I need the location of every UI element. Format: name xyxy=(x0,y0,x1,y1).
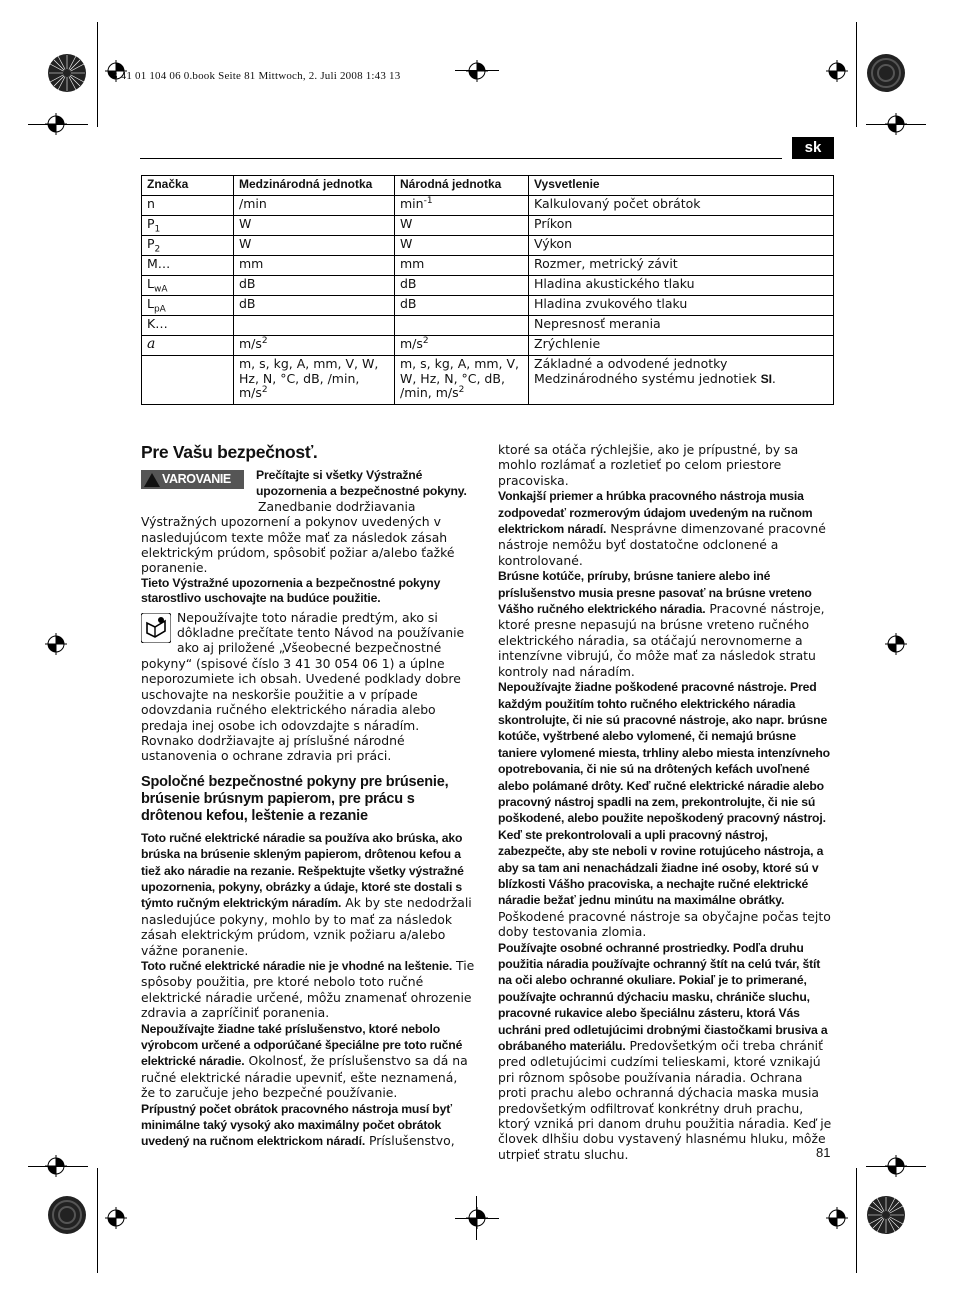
explanation-cell: Hladina zvukového tlaku xyxy=(529,296,834,316)
print-info: 3 41 01 104 06 0.book Seite 81 Mittwoch, 2. Juli 2008 1:43 13 xyxy=(112,70,401,82)
header-rule xyxy=(140,158,782,159)
paragraph xyxy=(141,958,475,1021)
national-unit-cell xyxy=(395,196,529,216)
national-unit: dB xyxy=(400,296,417,311)
paragraph-text: Príslušenstvo, xyxy=(365,1133,455,1149)
symbol-subscript: 2 xyxy=(154,244,161,255)
paragraph xyxy=(498,488,834,568)
explanation-cell: Zrýchlenie xyxy=(529,336,834,356)
manual-text: Nepoužívajte toto náradie predtým, ako si dôkladne prečítate tento Návod na používanie ako aj priložené „Všeobecné bezpečnostné pokyny“ (spisové číslo 3 41 30 054 06 1) a úplne neporozumiete ich obsah. Uvedené podklady dobre uschovajte na neskoršie použitie a v prípade odovzdania ručného elektrického náradia alebo predaja inej osobe ich odovzdajte s náradím. xyxy=(141,609,465,733)
national-unit-cell xyxy=(395,336,529,356)
explanation-cell: Príkon xyxy=(529,216,834,236)
paragraph-text: Pracovné nástroje, ktoré presne nepasujú na brúsne vreteno ručného elektrického náradia, sa otáčajú nerovnomerne a intenzívne vibrujú, čo môže mať za následok stratu kontroly nad náradím. xyxy=(498,601,825,679)
national-unit: m, s, kg, A, mm, V, W, Hz, N, °C, dB, /min, m/s xyxy=(400,356,520,400)
national-unit-cell xyxy=(395,356,529,405)
national-unit-cell xyxy=(395,236,529,256)
registration-crosshair-icon xyxy=(45,633,67,655)
table-row xyxy=(142,216,834,236)
intl-unit-cell xyxy=(234,336,395,356)
intl-unit-cell xyxy=(234,216,395,236)
warning-triangle-icon xyxy=(144,473,160,487)
crop-mark xyxy=(856,22,857,127)
intl-unit-superscript: 2 xyxy=(261,384,268,395)
intl-unit: m, s, kg, A, mm, V, W, Hz, N, °C, dB, /min, m/s xyxy=(239,356,379,400)
paragraph xyxy=(498,568,834,679)
language-badge: sk xyxy=(792,137,834,159)
intl-unit: dB xyxy=(239,276,256,291)
paragraph-text: Ak by ste nedodržali nasledujúce pokyny, mohlo by to mať za následok zásah elektrickým prúdom, vznik požiaru a/alebo vážne poranenie. xyxy=(141,895,472,958)
symbol-cell xyxy=(142,356,234,405)
table-row xyxy=(142,356,834,405)
registration-crosshair-icon xyxy=(885,633,907,655)
symbol: K… xyxy=(147,316,168,331)
registration-crosshair-icon xyxy=(826,1207,848,1229)
national-unit-cell xyxy=(395,276,529,296)
crop-mark xyxy=(856,1168,857,1273)
paragraph xyxy=(498,940,834,1163)
symbol: a xyxy=(147,336,156,352)
national-unit: min xyxy=(400,196,424,211)
paragraph-bold: Nepoužívajte žiadne poškodené pracovné nástroje. Pred každým použitím tohto ručného elektrického náradia skontrolujte, či nie sú pracovné nástroje, ako napr. brúsne kotúče, vyštrbené alebo vylomené, či nemajú brúsne taniere vylomené miesta, trhliny alebo miesta intenzívneho opotrebovania, či nie sú na drôtených kefách uvoľnené alebo polámané drôty. Keď ručné elektrické náradie alebo pracovný nástroj spadli na zem, prekontrolujte, či nie sú poškodené, alebo použite nepoškodený pracovný nástroj. Keď ste prekontrolovali a upli pracovný nástroj, zabezpečte, aby ste neboli v rovine rotujúceho nástroja, a aby sa tam ani nenachádzali žiadne iné osoby, ktoré sú v blízkosti Vášho pracoviska, a nechajte ručné elektrické náradie bežať jednu minútu na maximálne obrátky. xyxy=(498,680,830,908)
table-header-row xyxy=(142,176,834,196)
si-label: SI xyxy=(760,371,772,386)
symbol-subscript: pA xyxy=(153,304,166,315)
paragraph-text: Tie spôsoby použitia, pre ktoré nebolo toto ručné elektrické náradie určené, môžu znamenať ohrozenie zdravia a zapríčiniť poranenia. xyxy=(141,957,475,1021)
table-row xyxy=(142,316,834,336)
keep-instructions: Tieto Výstražné upozornenia a bezpečnostné pokyny starostlivo uschovajte na budúce použitie. xyxy=(141,575,441,606)
symbol: n xyxy=(147,196,155,211)
table-row xyxy=(142,336,834,356)
column-header: Vysvetlenie xyxy=(529,176,834,196)
national-regulations: Rovnako dodržiavajte aj príslušné národné ustanovenia o ochrane zdravia pri práci. xyxy=(141,732,405,764)
registration-crosshair-icon xyxy=(466,60,488,82)
explanation-cell xyxy=(529,356,834,405)
intl-unit-cell xyxy=(234,316,395,336)
symbol-cell xyxy=(142,276,234,296)
paragraph-bold: Používajte osobné ochranné prostriedky. Podľa druhu použitia náradia používajte ochranný štít na celú tvár, štít na oči alebo ochranné okuliare. Pokiaľ je to primerané, používajte ochrannú dýchaciu masku, chrániče sluchu, pracovné rukavice alebo špeciálnu zásteru, ktorá Vás uchráni pred odletujúcimi drobnými čiastočkami brusiva a obrábaného materiálu. xyxy=(498,940,828,1054)
right-column xyxy=(498,442,834,1162)
paragraph-bold: Vonkajší priemer a hrúbka pracovného nástroja musia zodpovedať rozmerovým údajom uvedeným na ručnom elektrickom náradí. xyxy=(498,489,813,537)
section-title: Pre Vašu bezpečnosť. xyxy=(141,442,318,462)
intl-unit: /min xyxy=(239,196,267,211)
national-unit: m/s xyxy=(400,336,423,351)
registration-disc-icon xyxy=(47,1195,87,1235)
explanation-cell: Hladina akustického tlaku xyxy=(529,276,834,296)
table-row xyxy=(142,296,834,316)
explanation-text: Základné a odvodené jednotky Medzinárodného systému jednotiek xyxy=(534,356,761,386)
symbol: L xyxy=(147,276,154,291)
paragraph xyxy=(141,1021,475,1101)
national-unit-superscript: 2 xyxy=(458,384,465,395)
table-row xyxy=(142,236,834,256)
intl-unit: W xyxy=(239,216,252,231)
warning-text: Zanedbanie dodržiavania Výstražných upozornení a pokynov uvedených v nasledujúcom texte môže mať za následok zásah elektrickým prúdom, spôsobiť požiar a/alebo ťažké poranenie. xyxy=(141,498,455,576)
paragraph-text: Okolnosť, že príslušenstvo sa dá na ručné elektrické náradie upevniť, ešte neznamená, že to zaručuje jeho bezpečné používanie. xyxy=(141,1053,468,1101)
warning-block xyxy=(141,468,475,500)
national-unit-cell xyxy=(395,256,529,276)
warning-bold: Prečítajte si všetky Výstražné upozornenia a bezpečnostné pokyny. xyxy=(256,468,467,499)
paragraph-bold: Toto ručné elektrické náradie sa používa ako brúska, ako brúska na brúsenie skleným papierom, drôtenou kefou a tiež ako náradie na rezanie. Rešpektujte všetky výstražné upozornenia, pokyny, obrázky a údaje, ktoré ste dostali s týmto ručným elektrickým náradím. xyxy=(141,830,464,911)
explanation-cell: Rozmer, metrický závit xyxy=(529,256,834,276)
manual-paragraph xyxy=(141,610,475,733)
table-row xyxy=(142,276,834,296)
symbol-cell xyxy=(142,316,234,336)
warning-badge xyxy=(141,470,244,489)
symbol: P xyxy=(147,216,155,231)
intl-unit: dB xyxy=(239,296,256,311)
explanation-cell: Kalkulovaný počet obrátok xyxy=(529,196,834,216)
intl-unit-cell xyxy=(234,256,395,276)
national-unit: mm xyxy=(400,256,425,271)
symbol: M… xyxy=(147,256,171,271)
symbols-table xyxy=(141,175,834,405)
national-unit-superscript: -1 xyxy=(423,195,433,206)
symbol-subscript: 1 xyxy=(154,224,161,235)
national-unit-cell xyxy=(395,316,529,336)
paragraph-text: Nesprávne dimenzované pracovné nástroje nemôžu byť dostatočne odclonené a kontrolované. xyxy=(498,521,826,568)
paragraph-bold: Prípustný počet obrátok pracovného nástroja musí byť minimálne taký vysoký ako maximálny počet obrátok uvedený na ručnom elektrickom náradí. xyxy=(141,1101,452,1149)
page-number: 81 xyxy=(816,1145,831,1160)
warning-paragraph-head xyxy=(256,467,475,500)
intl-unit-cell xyxy=(234,236,395,256)
paragraph xyxy=(141,1101,475,1150)
registration-disc-icon xyxy=(47,53,87,93)
national-unit-cell xyxy=(395,296,529,316)
symbol-cell xyxy=(142,236,234,256)
symbol-cell xyxy=(142,216,234,236)
registration-crosshair-icon xyxy=(826,60,848,82)
column-header: Národná jednotka xyxy=(395,176,529,196)
symbol-cell xyxy=(142,196,234,216)
symbol: L xyxy=(147,296,154,311)
registration-crosshair-icon xyxy=(885,1155,907,1177)
registration-disc-icon xyxy=(866,53,906,93)
symbol: P xyxy=(147,236,155,251)
paragraph-bold: Nepoužívajte žiadne také príslušenstvo, ktoré nebolo výrobcom určené a odporúčané špeciálne pre toto ručné elektrické náradie. xyxy=(141,1021,463,1069)
intl-unit: mm xyxy=(239,256,264,271)
intl-unit-cell xyxy=(234,196,395,216)
intl-unit-cell xyxy=(234,356,395,405)
explanation-end: . xyxy=(771,370,776,386)
intl-unit: m/s xyxy=(239,336,262,351)
paragraph xyxy=(498,679,834,940)
crop-mark xyxy=(97,1168,98,1273)
column-header: Medzinárodná jednotka xyxy=(234,176,395,196)
paragraph-bold: Brúsne kotúče, príruby, brúsne taniere alebo iné príslušenstvo musia presne pasovať na brúsne vreteno Vášho ručného elektrického náradia. xyxy=(498,569,812,617)
warning-badge-label: VAROVANIE xyxy=(162,472,231,486)
national-unit-superscript: 2 xyxy=(422,335,429,346)
national-unit: dB xyxy=(400,276,417,291)
table-row xyxy=(142,196,834,216)
registration-crosshair-icon xyxy=(105,1207,127,1229)
paragraph-bold: Toto ručné elektrické náradie nie je vhodné na leštenie. xyxy=(141,958,453,973)
registration-crosshair-icon xyxy=(466,1207,488,1229)
national-unit-cell xyxy=(395,216,529,236)
paragraph-text: Predovšetkým oči treba chrániť pred odletujúcimi cudzími telieskami, ktoré vznikajú pri rôznom spôsobe používania náradia. Ochrana proti prachu alebo ochranná dýchacia maska musia predovšetkým odfiltrovať konkrétny druh prachu, ktorý vzniká pri danom druhu použitia náradia. Keď je človek dlhšiu dobu vystavený hlasnému hluku, môže utrpieť stratu sluchu. xyxy=(498,1038,832,1162)
intl-unit-cell xyxy=(234,296,395,316)
intl-unit-superscript: 2 xyxy=(261,335,268,346)
explanation-cell: Výkon xyxy=(529,236,834,256)
symbol-cell xyxy=(142,336,234,356)
section-subtitle: Spoločné bezpečnostné pokyny pre brúsenie, brúsenie brúsnym papierom, pre prácu s drôtenou kefou, leštenie a rezanie xyxy=(141,773,449,824)
table-row xyxy=(142,256,834,276)
national-unit: W xyxy=(400,216,413,231)
crop-mark xyxy=(97,22,98,127)
registration-disc-icon xyxy=(866,1195,906,1235)
column-header: Značka xyxy=(142,176,234,196)
symbol-cell xyxy=(142,296,234,316)
national-unit: W xyxy=(400,236,413,251)
paragraph-text: Poškodené pracovné nástroje sa obyčajne počas tejto doby testovania zlomia. xyxy=(498,908,831,940)
symbol-cell xyxy=(142,256,234,276)
read-manual-icon xyxy=(141,613,171,643)
left-column xyxy=(141,442,475,1150)
paragraph xyxy=(141,830,475,958)
paragraph: ktoré sa otáča rýchlejšie, ako je prípustné, by sa mohlo rozlámať a rozletieť po celom priestore pracoviska. xyxy=(498,442,799,488)
intl-unit: W xyxy=(239,236,252,251)
registration-crosshair-icon xyxy=(45,1155,67,1177)
symbol-subscript: wA xyxy=(153,284,168,295)
explanation-cell: Nepresnosť merania xyxy=(529,316,834,336)
registration-crosshair-icon xyxy=(45,113,67,135)
intl-unit-cell xyxy=(234,276,395,296)
registration-crosshair-icon xyxy=(885,113,907,135)
